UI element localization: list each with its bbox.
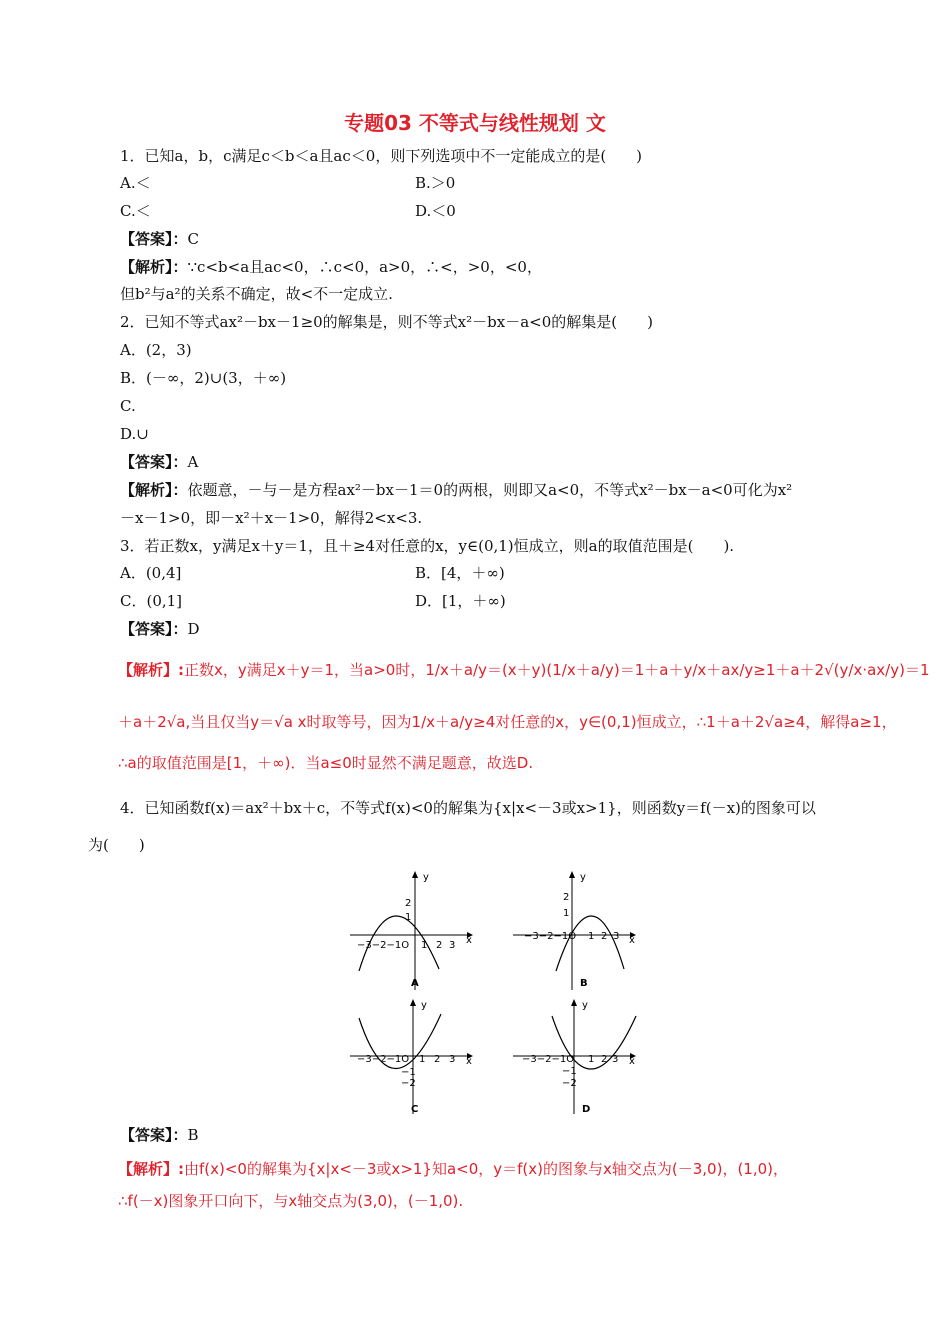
answer-value: A [187, 453, 199, 471]
q1-option-b: B.＞0 [415, 174, 456, 192]
q3-option-a: A．(0,4] [120, 564, 182, 582]
q2-analysis-line2: －x－1>0，即－x²＋x－1>0，解得2<x<3. [120, 509, 423, 527]
svg-text:1: 1 [588, 1054, 595, 1065]
q4-analysis-line1 [118, 1158, 788, 1180]
q3-option-b: B．[4，＋∞) [415, 564, 505, 582]
graph-a [345, 868, 475, 993]
graph-b-label: B [580, 978, 588, 989]
analysis-label: 【解析】: [118, 661, 184, 679]
answer-label: 【答案】： [120, 1126, 188, 1144]
q2-option-b: B．(－∞，2)∪(3，＋∞) [120, 369, 287, 387]
q1-analysis-line2: 但b²与a²的关系不确定，故<不一定成立. [120, 285, 393, 303]
q2-answer [120, 451, 198, 473]
q4-stem-line1: 4．已知函数f(x)＝ax²＋bx＋c，不等式f(x)<0的解集为{x|x<－3或x>1}，则函数y＝f(－x)的图象可以 [120, 799, 816, 817]
svg-text:−1: −1 [562, 1066, 577, 1077]
svg-text:1: 1 [405, 912, 412, 923]
svg-text:3: 3 [612, 1054, 619, 1065]
answer-value: B [187, 1126, 199, 1144]
q3-analysis-line1 [118, 659, 929, 681]
graph-c [345, 996, 475, 1121]
q3-option-d: D．[1，＋∞) [415, 592, 506, 610]
svg-text:−2: −2 [401, 1078, 416, 1089]
q2-analysis-line1 [120, 479, 792, 501]
svg-text:x: x [629, 1056, 635, 1067]
analysis-text: ∵c<b<a且ac<0，∴c<0，a>0，∴<，>0，<0， [187, 258, 542, 276]
svg-text:2: 2 [434, 1054, 441, 1065]
svg-text:1: 1 [588, 931, 595, 942]
svg-text:y: y [580, 872, 586, 883]
q4-stem-line2: 为( ) [88, 836, 145, 854]
answer-value: D [187, 620, 200, 638]
answer-value: C [187, 230, 199, 248]
analysis-text: 正数x，y满足x＋y＝1，当a>0时，1/x＋a/y＝(x＋y)(1/x＋a/y)＝1＋a＋y/x＋ax/y≥1＋a＋2√(y/x·ax/y)＝1 [184, 661, 930, 679]
q3-analysis-line3: ∴a的取值范围是[1，＋∞)．当a≤0时显然不满足题意，故选D. [118, 754, 534, 772]
q2-option-c: C. [120, 397, 136, 415]
page-title: 专题03 不等式与线性规划 文 [344, 111, 606, 135]
svg-text:x: x [466, 1056, 472, 1067]
svg-text:−3−2−1O: −3−2−1O [522, 1054, 575, 1065]
q1-option-d: D.＜0 [415, 202, 456, 220]
q3-analysis-line2: ＋a＋2√a,当且仅当y＝√a x时取等号，因为1/x＋a/y≥4对任意的x，y∈(0,1)恒成立，∴1＋a＋2√a≥4，解得a≥1， [118, 713, 897, 731]
analysis-text: 依题意，－与－是方程ax²－bx－1＝0的两根，则即又a<0，不等式x²－bx－a<0可化为x² [187, 481, 793, 499]
q1-analysis-line1 [120, 256, 542, 278]
q1-answer [120, 228, 199, 250]
svg-text:−1: −1 [401, 1067, 416, 1078]
q1-option-a: A.＜ [120, 174, 151, 192]
svg-text:x: x [466, 935, 472, 946]
svg-text:2: 2 [436, 940, 443, 951]
q2-option-a: A．(2，3) [120, 341, 192, 359]
answer-label: 【答案】： [120, 230, 188, 248]
analysis-label: 【解析】： [120, 258, 188, 276]
svg-text:−3−2−1O: −3−2−1O [357, 1054, 410, 1065]
q4-analysis-line2: ∴f(－x)图象开口向下，与x轴交点为(3,0)，(－1,0). [118, 1192, 464, 1210]
graph-d-label: D [582, 1104, 591, 1115]
analysis-label: 【解析】： [120, 481, 188, 499]
q1-stem: 1．已知a，b，c满足c＜b＜a且ac＜0，则下列选项中不一定能成立的是( ) [120, 147, 643, 165]
q1-option-c: C.＜ [120, 202, 151, 220]
graph-a-label: A [411, 978, 419, 989]
answer-label: 【答案】： [120, 453, 188, 471]
svg-text:3: 3 [449, 940, 456, 951]
svg-text:2: 2 [601, 931, 608, 942]
svg-text:1: 1 [419, 1054, 426, 1065]
graph-b [508, 868, 638, 993]
svg-text:2: 2 [601, 1054, 608, 1065]
svg-text:y: y [421, 1000, 427, 1011]
svg-text:x: x [629, 935, 635, 946]
svg-text:y: y [423, 872, 429, 883]
q2-option-d: D.∪ [120, 425, 149, 443]
q3-option-c: C．(0,1] [120, 592, 183, 610]
svg-text:y: y [582, 1000, 588, 1011]
q3-stem: 3．若正数x，y满足x＋y＝1，且＋≥4对任意的x，y∈(0,1)恒成立，则a的取值范围是( ). [120, 537, 735, 555]
svg-text:−3−2−1O: −3−2−1O [524, 931, 577, 942]
svg-text:−3−2−1O: −3−2−1O [357, 940, 410, 951]
graph-d [508, 996, 638, 1121]
q2-stem: 2．已知不等式ax²－bx－1≥0的解集是，则不等式x²－bx－a<0的解集是( ) [120, 313, 653, 331]
svg-text:3: 3 [613, 931, 620, 942]
svg-text:3: 3 [449, 1054, 456, 1065]
analysis-label: 【解析】: [118, 1160, 184, 1178]
svg-text:−2: −2 [562, 1078, 577, 1089]
svg-text:1: 1 [563, 908, 570, 919]
svg-text:2: 2 [405, 898, 412, 909]
q3-answer [120, 618, 200, 640]
q4-answer [120, 1124, 199, 1146]
svg-text:1: 1 [421, 940, 428, 951]
analysis-text: 由f(x)<0的解集为{x|x<－3或x>1}知a<0，y＝f(x)的图象与x轴交点为(－3,0)，(1,0)， [184, 1160, 789, 1178]
answer-label: 【答案】： [120, 620, 188, 638]
graph-c-label: C [411, 1104, 419, 1115]
svg-text:2: 2 [563, 892, 570, 903]
